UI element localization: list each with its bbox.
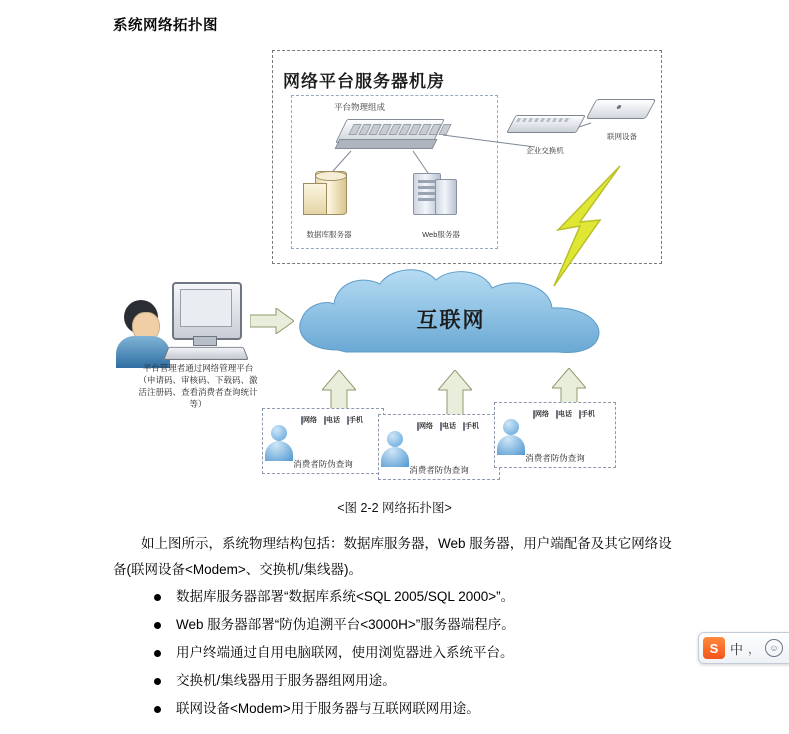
admin-monitor-icon [172,282,242,340]
list-item: 数据库服务器部署“数据库系统<SQL 2005/SQL 2000>”。 [150,583,670,611]
list-item: 联网设备<Modem>用于服务器与互联网联网用途。 [150,695,670,723]
body-paragraph: 如上图所示，系统物理结构包括：数据库服务器，Web 服务器，用户端配备及其它网络设备(联网设备<Modem>、交换机/集线器)。 [113,536,672,577]
server-room-title: 网络平台服务器机房 [283,72,445,91]
ime-punctuation-button[interactable]: ， [748,641,761,656]
consumer-2-devices [417,421,479,431]
consumer-group-1 [262,408,384,474]
ime-mode-button[interactable]: 中 [730,641,744,657]
monitor-stand [193,336,217,346]
database-server-label: 数据库服务器 [306,230,352,239]
keyboard-icon [163,347,249,360]
consumer-3-device-0: 网络 [535,411,549,418]
consumer-1-device-1: 电话 [326,417,340,424]
consumer-1-devices [301,415,363,425]
consumer-3-device-1: 电话 [558,411,572,418]
consumer-group-2 [378,414,500,480]
bullet-list [150,583,670,723]
consumer-3-devices [533,409,595,419]
enterprise-switch-label: 企业交换机 [526,146,564,155]
network-device-icon [591,95,655,127]
consumer-2-device-2: 手机 [465,423,479,430]
ime-toolbar[interactable] [698,632,789,664]
web-server-label: Web服务器 [422,230,460,239]
list-item: Web 服务器部署“防伪追溯平台<3000H>”服务器端程序。 [150,611,670,639]
admin-caption: 平台管理者通过网络管理平台（申请码、审核码、下载码、激活注册码、查看消费者查询统计等） [138,363,258,409]
network-device-label: 联网设备 [607,132,637,141]
list-item: 用户终端通过自用电脑联网，使用浏览器进入系统平台。 [150,639,670,667]
figure-caption: <图 2-2 网络拓扑图> [337,501,452,515]
consumer-2-label: 消费者防伪查询 [409,465,469,475]
network-topology-diagram [100,40,700,490]
consumer-1-device-0: 网络 [303,417,317,424]
consumer-1-label: 消费者防伪查询 [293,459,353,469]
platform-composition-label: 平台物理组成 [334,102,386,112]
consumer-group-3 [494,402,616,468]
consumer-3-label: 消费者防伪查询 [525,453,585,463]
consumer-3-device-2: 手机 [581,411,595,418]
internet-label: 互联网 [416,309,486,332]
consumer-2-device-1: 电话 [442,423,456,430]
consumer-2-device-0: 网络 [419,423,433,430]
page-title: 系统网络拓扑图 [113,18,218,34]
arrow-admin-to-internet [250,308,294,334]
list-item: 交换机/集线器用于服务器组网用途。 [150,667,670,695]
ime-toolbox-icon[interactable]: ☺ [765,639,783,657]
consumer-1-device-2: 手机 [349,417,363,424]
sogou-logo-icon[interactable]: S [703,637,725,659]
enterprise-switch-icon [511,109,589,139]
